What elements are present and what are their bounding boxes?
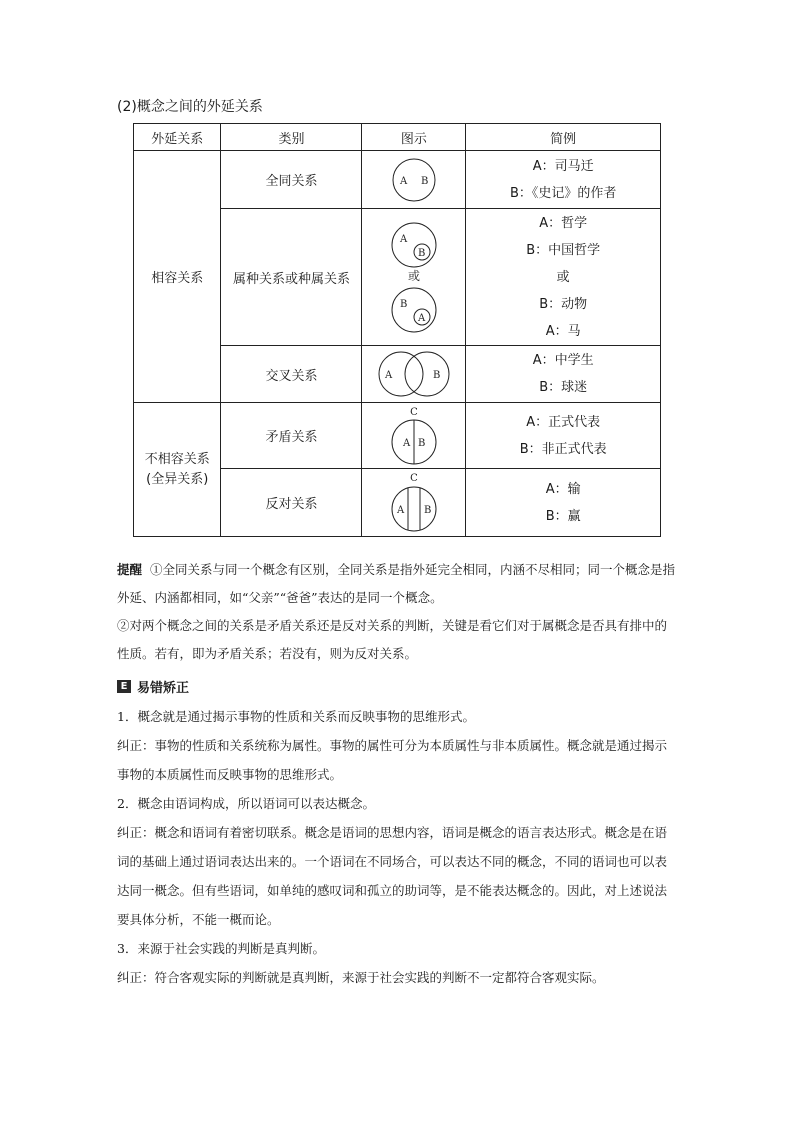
- page-title: (2)概念之间的外延关系: [117, 99, 263, 115]
- row-category: 矛盾关系: [221, 403, 362, 469]
- svg-text:B: B: [417, 437, 426, 449]
- svg-text:B: B: [417, 248, 426, 259]
- diagram-identity: [362, 151, 466, 209]
- row-examples: A：中学生 B：球迷: [466, 346, 661, 403]
- genus-species-diagram: [384, 218, 444, 336]
- svg-text:A: A: [396, 504, 405, 516]
- contrariety-diagram: [386, 471, 442, 535]
- row-examples: A：正式代表 B：非正式代表: [466, 403, 661, 469]
- header-diagram: 图示: [362, 124, 466, 151]
- svg-text:C: C: [410, 472, 418, 484]
- relation-table: [133, 123, 661, 537]
- header-example: 简例: [466, 124, 661, 151]
- list-item-claim: 3．来源于社会实践的判断是真判断。: [117, 941, 325, 956]
- svg-text:B: B: [399, 299, 408, 310]
- table-header-row: [134, 124, 661, 151]
- svg-text:B: B: [423, 504, 432, 516]
- row-examples: A：哲学 B：中国哲学 或 B：动物 A：马: [466, 209, 661, 346]
- list-item-correction: 纠正：符合客观实际的判断就是真判断，来源于社会实践的判断不一定都符合客观实际。: [117, 970, 605, 985]
- svg-text:C: C: [410, 406, 418, 418]
- svg-text:B: B: [432, 370, 441, 381]
- list-item-claim: 2．概念由语词构成，所以语词可以表达概念。: [117, 796, 375, 811]
- list-item-correction: 纠正：事物的性质和关系统称为属性。事物的属性可分为本质属性与非本质属性。概念就是通过揭示事物的本质属性而反映事物的思维形式。: [117, 738, 668, 782]
- row-category: 属种关系或种属关系: [221, 209, 362, 346]
- diagram-contrariety: [362, 469, 466, 537]
- svg-text:A: A: [384, 370, 393, 381]
- section-heading: [117, 677, 189, 696]
- group-compatible: 相容关系: [134, 151, 221, 403]
- header-extension: 外延关系: [134, 124, 221, 151]
- section-title: 易错矫正: [137, 681, 190, 696]
- reminder-paragraph-2: ②对两个概念之间的关系是矛盾关系还是反对关系的判断，关键是看它们对于属概念是否具有排中的性质。若有，即为矛盾关系；若没有，则为反对关系。: [117, 618, 668, 661]
- svg-text:A: A: [399, 234, 408, 245]
- diagram-contradiction: [362, 403, 466, 469]
- row-category: 交叉关系: [221, 346, 362, 403]
- svg-text:B: B: [420, 175, 429, 187]
- list-item-claim: 1．概念就是通过揭示事物的性质和关系而反映事物的思维形式。: [117, 709, 475, 724]
- svg-text:A: A: [417, 313, 426, 324]
- svg-text:或: 或: [407, 269, 420, 283]
- row-category: 全同关系: [221, 151, 362, 209]
- table-row: [134, 403, 661, 469]
- diagram-intersection: [362, 346, 466, 403]
- section-icon: E: [117, 680, 131, 693]
- correction-list: [117, 702, 679, 992]
- row-examples: A：司马迁 B：《史记》的作者: [466, 151, 661, 209]
- diagram-genus-species: [362, 209, 466, 346]
- row-examples: A：输 B：赢: [466, 469, 661, 537]
- header-category: 类别: [221, 124, 362, 151]
- intersection-diagram: [369, 348, 459, 400]
- reminder-label: 提醒: [117, 562, 143, 577]
- table-row: [134, 151, 661, 209]
- group-incompatible: 不相容关系 (全异关系): [134, 403, 221, 537]
- reminder-paragraph-1: 提醒 ①全同关系与同一个概念有区别，全同关系是指外延完全相同，内涵不尽相同；同一个概念是指外延、内涵都相同，如“父亲”“爸爸”表达的是同一个概念。: [117, 562, 675, 605]
- identity-circle-diagram: [389, 157, 439, 203]
- row-category: 反对关系: [221, 469, 362, 537]
- contradiction-diagram: [386, 405, 442, 467]
- svg-text:A: A: [399, 175, 408, 187]
- svg-text:A: A: [402, 437, 411, 449]
- list-item-correction: 纠正：概念和语词有着密切联系。概念是语词的思想内容，语词是概念的语言表达形式。概念是在语词的基础上通过语词表达出来的。一个语词在不同场合，可以表达不同的概念，不同的语词也可以表达同一概念。但有些语词，如单纯的感叹词和孤立的助词等，是不能表达概念的。因此，对上述说法要具体分析，不能一概而论。: [117, 825, 668, 927]
